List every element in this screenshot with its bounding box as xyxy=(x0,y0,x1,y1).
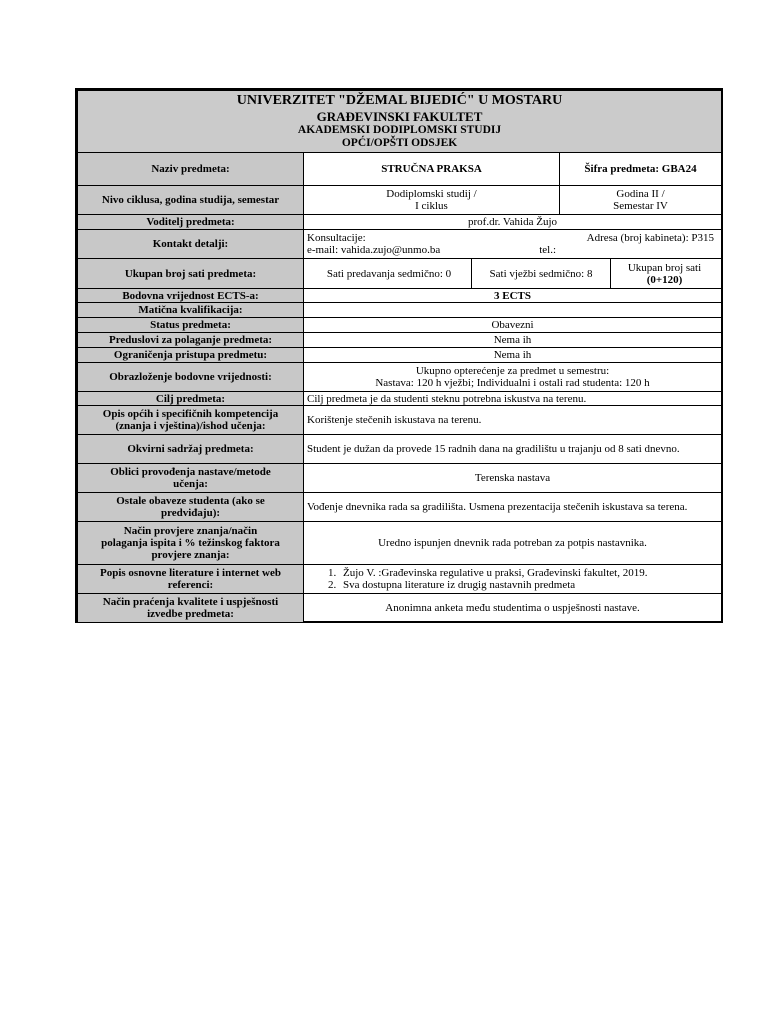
qualification-row xyxy=(78,303,722,318)
goal-row xyxy=(78,392,722,406)
obligations-label-line1: Ostale obaveze studenta (ako se xyxy=(116,495,265,507)
restrictions-value: Nema ih xyxy=(304,348,722,363)
methods-label-line1: Oblici provođenja nastave/metode xyxy=(110,466,271,478)
course-name-value: STRUČNA PRAKSA xyxy=(304,153,560,186)
prerequisites-row xyxy=(78,333,722,348)
content-value: Student je dužan da provede 15 radnih dana na gradilištu u trajanju od 8 sati dnevno. xyxy=(304,435,722,464)
methods-label-line2: učenja: xyxy=(173,478,208,490)
literature-label xyxy=(78,565,304,594)
restrictions-label: Ograničenja pristupa predmetu: xyxy=(78,348,304,363)
qualification-label: Matična kvalifikacija: xyxy=(78,303,304,318)
competences-label-line1: Opis općih i specifičnih kompetencija xyxy=(102,408,279,420)
lecturer-row xyxy=(78,215,722,230)
contact-details xyxy=(304,230,722,259)
course-code: Šifra predmeta: GBA24 xyxy=(560,153,722,186)
hours-label: Ukupan broj sati predmeta: xyxy=(78,259,304,289)
quality-label-line2: izvedbe predmeta: xyxy=(147,608,234,620)
status-value: Obavezni xyxy=(304,318,722,333)
literature-item: 2. Sva dostupna literature iz drugig nastavnih predmeta xyxy=(339,579,718,591)
competences-value: Korištenje stečenih iskustava na terenu. xyxy=(304,406,722,435)
competences-row xyxy=(78,406,722,435)
level-cycle-line2: I ciklus xyxy=(415,200,448,212)
department-name: OPĆI/OPŠTI ODSJEK xyxy=(341,137,458,149)
assessment-value: Uredno ispunjen dnevnik rada potreban za potpis nastavnika. xyxy=(304,522,722,565)
ects-row xyxy=(78,289,722,303)
quality-label xyxy=(78,594,304,623)
header-row xyxy=(78,91,722,153)
prerequisites-value: Nema ih xyxy=(304,333,722,348)
status-row xyxy=(78,318,722,333)
assessment-label-line3: provjere znanja: xyxy=(151,549,230,561)
ects-label: Bodovna vrijednost ECTS-a: xyxy=(78,289,304,303)
level-year-line1: Godina II / xyxy=(616,188,665,200)
hours-row xyxy=(78,259,722,289)
level-cycle-line1: Dodiplomski studij / xyxy=(386,188,477,200)
justification-line1: Ukupno opterećenje za predmet u semestru: xyxy=(415,365,610,377)
justification-line2: Nastava: 120 h vježbi; Individualni i ostali rad studenta: 120 h xyxy=(375,377,650,389)
methods-label xyxy=(78,464,304,493)
header-cell xyxy=(78,91,722,153)
literature-item: 1. Žujo V. :Građevinska regulative u praksi, Građevinski fakultet, 2019. xyxy=(339,567,718,579)
literature-row xyxy=(78,565,722,594)
faculty-name: GRAĐEVINSKI FAKULTET xyxy=(316,109,483,124)
lecture-hours: Sati predavanja sedmično: 0 xyxy=(307,259,472,288)
contact-label: Kontakt detalji: xyxy=(78,230,304,259)
syllabus-form xyxy=(75,88,723,623)
phone-text: tel.: xyxy=(539,244,557,256)
justification-label: Obrazloženje bodovne vrijednosti: xyxy=(78,363,304,392)
methods-row xyxy=(78,464,722,493)
level-row xyxy=(78,186,722,215)
study-program: AKADEMSKI DODIPLOMSKI STUDIJ xyxy=(297,124,502,136)
obligations-label-line2: predviđaju): xyxy=(160,507,221,519)
hours-cells xyxy=(304,259,722,289)
total-hours-label: Ukupan broj sati xyxy=(627,261,702,274)
status-label: Status predmeta: xyxy=(78,318,304,333)
obligations-label xyxy=(78,493,304,522)
assessment-label xyxy=(78,522,304,565)
university-name: UNIVERZITET "DŽEMAL BIJEDIĆ" U MOSTARU xyxy=(236,93,563,108)
total-hours-value: (0+120) xyxy=(646,273,683,286)
assessment-row xyxy=(78,522,722,565)
goal-label: Cilj predmeta: xyxy=(78,392,304,406)
qualification-value xyxy=(304,303,722,318)
competences-label xyxy=(78,406,304,435)
content-row xyxy=(78,435,722,464)
content-label: Okvirni sadržaj predmeta: xyxy=(78,435,304,464)
level-cycle xyxy=(304,186,560,215)
quality-value: Anonimna anketa među studentima o uspješnosti nastave. xyxy=(304,594,722,623)
obligations-row xyxy=(78,493,722,522)
goal-value: Cilj predmeta je da studenti steknu potrebna iskustva na terenu. xyxy=(304,392,722,406)
lecturer-value: prof.dr. Vahida Žujo xyxy=(304,215,722,230)
ects-value: 3 ECTS xyxy=(304,289,722,303)
literature-list-cell xyxy=(304,565,722,594)
justification-value xyxy=(304,363,722,392)
email-text: e-mail: vahida.zujo@unmo.ba xyxy=(307,244,441,256)
obligations-value: Vođenje dnevnika rada sa gradilišta. Usmena prezentacija stečenih iskustava sa terena. xyxy=(304,493,722,522)
level-year xyxy=(560,186,722,215)
quality-row xyxy=(78,594,722,623)
syllabus-table xyxy=(77,90,722,623)
literature-list xyxy=(307,567,718,591)
prerequisites-label: Preduslovi za polaganje predmeta: xyxy=(78,333,304,348)
course-name-label: Naziv predmeta: xyxy=(78,153,304,186)
restrictions-row xyxy=(78,348,722,363)
quality-label-line1: Način praćenja kvalitete i uspješnosti xyxy=(102,596,279,608)
literature-label-line2: referenci: xyxy=(167,579,214,591)
office-address: Adresa (broj kabineta): P315 xyxy=(586,232,715,244)
total-hours xyxy=(611,259,718,288)
assessment-label-line2: polaganja ispita i % težinskog faktora xyxy=(101,537,280,549)
justification-row xyxy=(78,363,722,392)
methods-value: Terenska nastava xyxy=(304,464,722,493)
exercise-hours: Sati vježbi sedmično: 8 xyxy=(472,259,611,288)
consultations-text: Konsultacije: xyxy=(307,232,366,244)
literature-label-line1: Popis osnovne literature i internet web xyxy=(100,567,281,579)
course-name-row xyxy=(78,153,722,186)
level-year-line2: Semestar IV xyxy=(613,200,668,212)
assessment-label-line1: Način provjere znanja/način xyxy=(123,525,258,537)
level-label: Nivo ciklusa, godina studija, semestar xyxy=(78,186,304,215)
lecturer-label: Voditelj predmeta: xyxy=(78,215,304,230)
contact-row xyxy=(78,230,722,259)
competences-label-line2: (znanja i vještina)/ishod učenja: xyxy=(115,420,266,432)
